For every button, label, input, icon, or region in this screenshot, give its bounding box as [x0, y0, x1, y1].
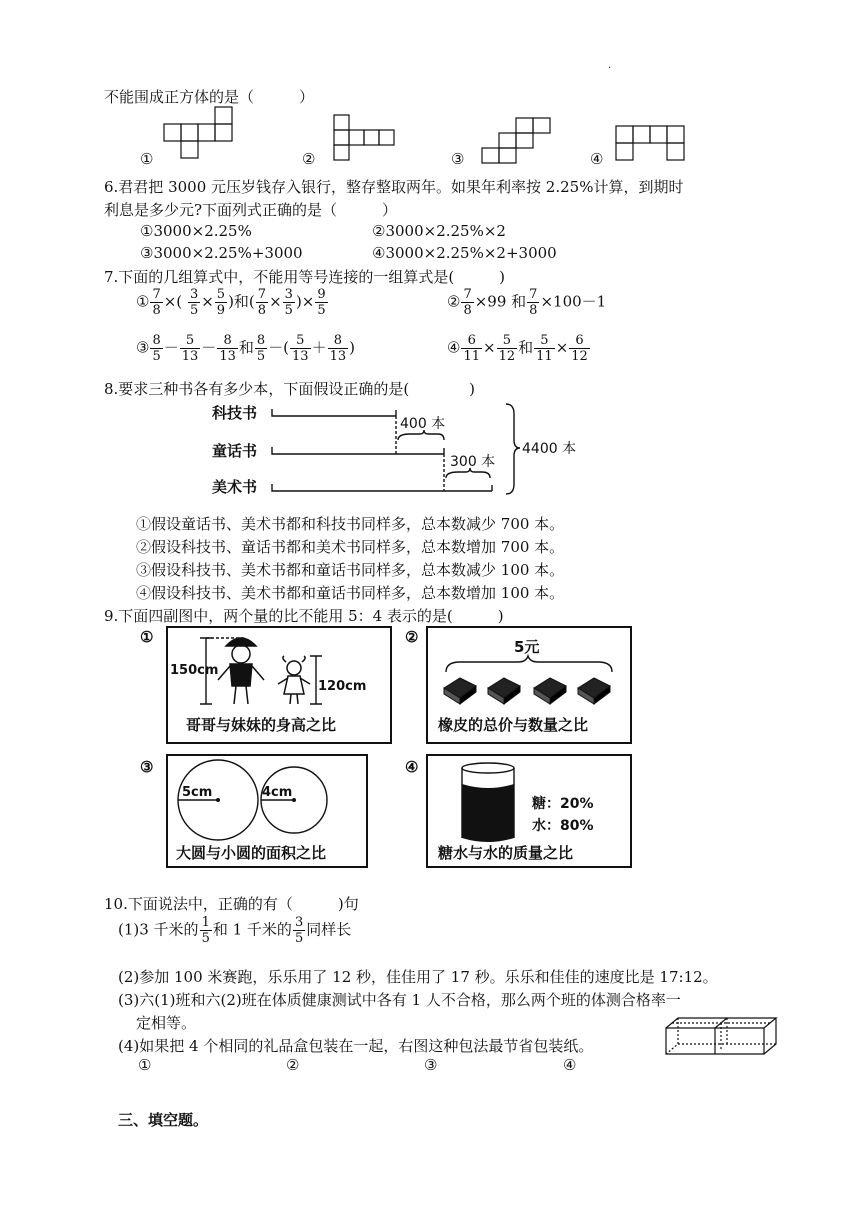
girl-height: 120cm: [318, 679, 367, 694]
fraction: $\frac{7}{8}$: [152, 287, 161, 318]
q9-panel-3: [166, 754, 368, 868]
diff-400: 400 本: [400, 416, 446, 432]
q9-panel-1: [166, 626, 392, 744]
q9-panel-1-caption: 哥哥与妹妹的身高之比: [186, 716, 337, 734]
diff-300: 300 本: [450, 454, 496, 470]
label-science: 科技书: [212, 404, 258, 422]
q6-option-1: ①3000×2.25%: [140, 222, 252, 240]
q7-option-4: ④ $\frac{6}{11}$ × $\frac{5}{12}$ 和 $\frac{5}{11}$ × $\frac{6}{12}$: [447, 333, 588, 364]
section-3-heading: 三、填空题。: [118, 1111, 209, 1129]
q5-option-3: ③: [451, 150, 465, 168]
label-story: 童话书: [212, 442, 258, 460]
water-percent: 水：80%: [532, 818, 594, 834]
q6-line-2: 利息是多少元?下面列式正确的是（ ）: [104, 201, 398, 219]
label-art: 美术书: [212, 478, 258, 496]
q7-option-3: ③ $\frac{8}{5}$ － $\frac{5}{13}$ － $\frac{8}{13}$ 和 $\frac{8}{5}$ －( $\frac{5}{13}$ ＋ $\frac{8}{13}$ ): [136, 333, 355, 364]
cube-net-1: [164, 107, 232, 158]
q8-option-4: ④假设科技书、美术书都和童话书同样多，总本数增加 100 本。: [136, 584, 565, 602]
q9-panel-1-num: ①: [140, 628, 154, 646]
total-price: 5元: [514, 638, 540, 656]
q9-stem: 9.下面四副图中，两个量的比不能用 5：4 表示的是( ): [104, 607, 504, 625]
q8-option-1: ①假设童话书、美术书都和科技书同样多，总本数减少 700 本。: [136, 515, 565, 533]
gift-boxes-figure: [664, 1014, 780, 1056]
q8-option-3: ③假设科技书、美术书都和童话书同样多，总本数减少 100 本。: [136, 561, 565, 579]
q5-stem: 不能围成正方体的是（ ）: [104, 88, 315, 106]
cube-net-3: [482, 118, 550, 163]
q10-stem: 10.下面说法中，正确的有（ )句: [104, 895, 359, 913]
q9-panel-2-caption: 橡皮的总价与数量之比: [438, 716, 589, 734]
q8-option-2: ②假设科技书、童话书都和美术书同样多，总本数增加 700 本。: [136, 538, 565, 556]
q10-statement-3a: (3)六(1)班和六(2)班在体质健康测试中各有 1 人不合格，那么两个班的体测合格率一: [118, 991, 681, 1009]
big-radius: 5cm: [182, 785, 213, 800]
q10-option-1: ①: [138, 1056, 152, 1074]
q9-panel-4: [426, 754, 632, 868]
q8-line-diagram: [200, 398, 600, 502]
cube-net-2: [334, 115, 394, 160]
q5-option-4: ④: [590, 150, 604, 168]
q10-statement-2: (2)参加 100 米赛跑，乐乐用了 12 秒，佳佳用了 17 秒。乐乐和佳佳的速度比是 17:12。: [118, 968, 718, 986]
q5-nets-figure: [130, 104, 700, 168]
sugar-percent: 糖：20%: [532, 796, 594, 812]
q9-panel-2-num: ②: [405, 628, 419, 646]
q10-statement-3b: 定相等。: [136, 1014, 197, 1032]
q6-option-3: ③3000×2.25%+3000: [140, 244, 303, 262]
q9-panel-3-caption: 大圆与小圆的面积之比: [176, 844, 327, 862]
q10-statement-4: (4)如果把 4 个相同的礼品盒包装在一起，右图这种包法最节省包装纸。: [118, 1037, 594, 1055]
q9-panel-4-caption: 糖水与水的质量之比: [438, 844, 574, 862]
q10-option-3: ③: [424, 1056, 438, 1074]
q6-option-4: ④3000×2.25%×2+3000: [372, 244, 557, 262]
q9-panel-4-num: ④: [405, 758, 419, 776]
q7-option-1: ① $\frac{7}{8}$ ×( $\frac{3}{5}$ × $\frac{5}{9}$ )和( $\frac{7}{8}$ × $\frac{3}{5}$ )× $\frac{9}{5}$: [136, 287, 326, 318]
top-dot: .: [608, 60, 612, 71]
q6-option-2: ②3000×2.25%×2: [372, 222, 506, 240]
q10-option-4: ④: [563, 1056, 577, 1074]
boy-height: 150cm: [170, 663, 219, 678]
q5-option-2: ②: [302, 150, 316, 168]
total-4400: 4400 本: [522, 441, 577, 457]
q9-panel-3-num: ③: [140, 758, 154, 776]
q6-line-1: 6.君君把 3000 元压岁钱存入银行，整存整取两年。如果年利率按 2.25%计算，到期时: [104, 178, 684, 196]
q9-panel-2: [426, 626, 632, 744]
small-radius: 4cm: [262, 785, 293, 800]
q8-stem: 8.要求三种书各有多少本，下面假设正确的是( ): [104, 380, 476, 398]
q5-option-1: ①: [140, 150, 154, 168]
cube-net-4: [616, 126, 684, 160]
q7-option-2: ② $\frac{7}{8}$ ×99 和 $\frac{7}{8}$ ×100－1: [447, 287, 607, 318]
q10-option-2: ②: [286, 1056, 300, 1074]
q7-stem: 7.下面的几组算式中，不能用等号连接的一组算式是( ): [104, 268, 506, 286]
q10-statement-1: (1)3 千米的 $\frac{1}{5}$ 和 1 千米的 $\frac{3}{5}$ 同样长: [118, 915, 352, 946]
